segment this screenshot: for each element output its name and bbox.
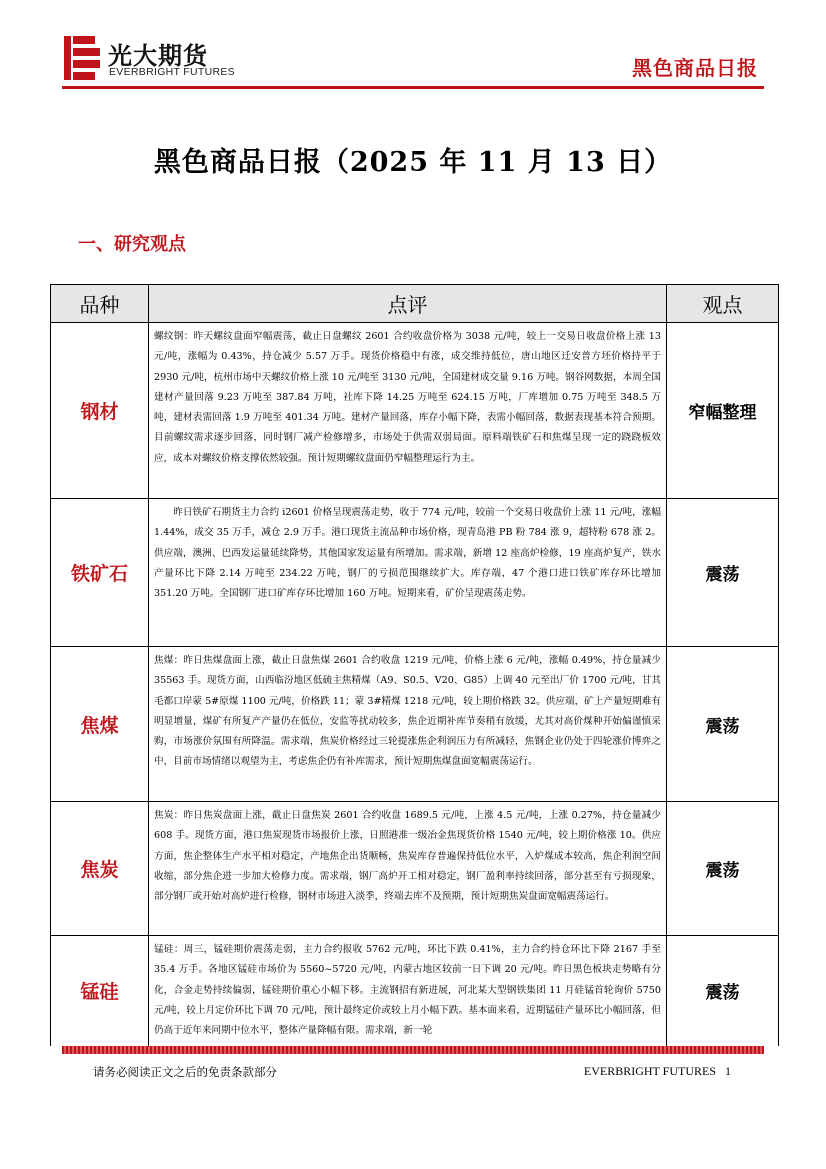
row-view: 窄幅整理 [667,323,779,499]
row-view: 震荡 [667,647,779,802]
row-comment-text: 锰硅：周三，锰硅期价震荡走弱，主力合约报收 5762 元/吨，环比下跌 0.41%，主力合约持仓环比下降 2167 手至 35.4 万手。各地区锰硅市场价为 5560~5720 元/吨，内蒙古地区较前一日下调 20 元/吨。昨日黑色板块走势略有分化，合金走势持续偏弱，锰硅期价重心小幅下移。主流钢招有新进展，河北某大型钢铁集团 11 月硅锰首轮询价 5750 元/吨，较上月定价环比下调 70 元/吨，预计最终定价或较上月小幅下跌。基本面来看，近期锰硅产量环比小幅回落，但仍高于近年来同期中位水平，整体产量降幅有限。需求端，新一轮 [154,944,661,1037]
table-row [51,323,779,499]
section-heading: 一、研究观点 [78,234,186,255]
row-comment: 焦煤：昨日焦煤盘面上涨，截止日盘焦煤 2601 合约收盘 1219 元/吨，价格上涨 6 元/吨，涨幅 0.49%，持仓量减少 35563 手。现货方面，山西临汾地区低硫主焦精煤（A9、S0.5、V20、G85）上调 40 元至出厂价 1700 元/吨，甘其毛都口岸蒙 5#原煤 1100 元/吨，价格跌 11；蒙 3#精煤 1218 元/吨，较上期价格跌 32。供应端，矿上产量短期难有明显增量，煤矿有所复产产量仍在低位，安监等扰动较多，焦企近期补库节奏稍有放缓，尤其对高价煤种开始偏谨慎采购，市场涨价氛围有所降温。需求端，焦炭价格经过三轮提涨焦企利润压力有所减轻，焦钢企业仍处于四轮涨价博弈之中，目前市场情绪以观望为主，考虑焦企仍有补库需求，预计短期焦煤盘面宽幅震荡运行。 [149,647,667,802]
logo-text-cn: 光大期货 [108,42,208,70]
header-variety: 品种 [51,285,149,323]
row-variety: 锰硅 [51,936,149,1046]
row-variety: 焦煤 [51,647,149,802]
header-divider [62,86,764,89]
row-variety: 焦炭 [51,802,149,936]
row-view: 震荡 [667,499,779,647]
page-number: 1 [725,1064,731,1078]
footer-disclaimer: 请务必阅读正文之后的免责条款部分 [93,1065,277,1079]
table-row [51,647,779,802]
page-header [0,0,826,90]
row-comment: 焦炭：昨日焦炭盘面上涨，截止日盘焦炭 2601 合约收盘 1689.5 元/吨，上涨 4.5 元/吨，上涨 0.27%，持仓量减少 608 手。现货方面，港口焦炭现货市场报价上涨，日照港准一级冶金焦现货价格 1540 元/吨，较上期价格涨 10。供应方面，焦企整体生产水平相对稳定，产地焦企出货顺畅，焦炭库存普遍保持低位水平，入炉煤成本较高，焦企利润空间收缩，部分焦企进一步加大检修力度。需求端，钢厂高炉开工相对稳定，钢厂盈利率持续回落，部分甚至有亏损现象，部分钢厂或开始对高炉进行检修，钢材市场进入淡季，终端去库不及预期，预计短期焦炭盘面宽幅震荡运行。 [149,802,667,936]
row-variety: 钢材 [51,323,149,499]
table-row [51,802,779,936]
header-report-title: 黑色商品日报 [632,56,758,80]
document-title: 黑色商品日报（2025 年 11 月 13 日） [153,147,673,178]
row-view: 震荡 [667,802,779,936]
logo-text-en: EVERBRIGHT FUTURES [109,66,235,78]
header-comment: 点评 [149,285,667,323]
table-row [51,499,779,647]
research-table [50,284,779,1046]
row-view: 震荡 [667,936,779,1046]
row-comment: 螺纹钢：昨天螺纹盘面窄幅震荡，截止日盘螺纹 2601 合约收盘价格为 3038 元/吨，较上一交易日收盘价格上涨 13 元/吨，涨幅为 0.43%，持仓减少 5.57 万手。现货价格稳中有涨，成交维持低位，唐山地区迁安普方坯价格持平于 2930 元/吨，杭州市场中天螺纹价格上涨 10 元/吨至 3130 元/吨，全国建材成交量 9.16 万吨。钢谷网数据，本周全国建材产量回落 9.23 万吨至 387.84 万吨，社库下降 14.25 万吨至 624.15 万吨，厂库增加 0.75 万吨至 348.5 万吨，建材表需回落 1.9 万吨至 401.34 万吨。建材产量回落，库存小幅下降，表需小幅回落，数据表现基本符合预期。目前螺纹需求逐步回落，同时钢厂减产检修增多，市场处于供需双弱局面。原料端铁矿石和焦煤呈现一定的跷跷板效应，成本对螺纹价格支撑依然较强。预计短期螺纹盘面仍窄幅整理运行为主。 [149,323,667,499]
header-view: 观点 [667,285,779,323]
row-comment: 昨日铁矿石期货主力合约 i2601 价格呈现震荡走势，收于 774 元/吨，较前一个交易日收盘价上涨 11 元/吨，涨幅 1.44%，成交 35 万手，减仓 2.9 万手。港口现货主流品种市场价格，现青岛港 PB 粉 784 涨 9，超特粉 678 涨 2。供应端，澳洲、巴西发运量延续降势，其他国家发运量有所增加。需求端，新增 12 座高炉检修，19 座高炉复产，铁水产量环比下降 2.14 万吨至 234.22 万吨，钢厂的亏损范围继续扩大。库存端，47 个港口进口铁矿库存环比增加 351.20 万吨。全国钢厂进口矿库存环比增加 160 万吨。短期来看，矿价呈现震荡走势。 [149,499,667,647]
footer-divider [62,1046,764,1054]
row-variety: 铁矿石 [51,499,149,647]
table-row [51,936,779,1046]
table-header-row [51,285,779,323]
row-comment [149,936,667,1046]
footer-brand: EVERBRIGHT FUTURES [583,1064,716,1078]
footer-brand-page [584,1064,731,1079]
everbright-logo-icon [64,36,100,80]
